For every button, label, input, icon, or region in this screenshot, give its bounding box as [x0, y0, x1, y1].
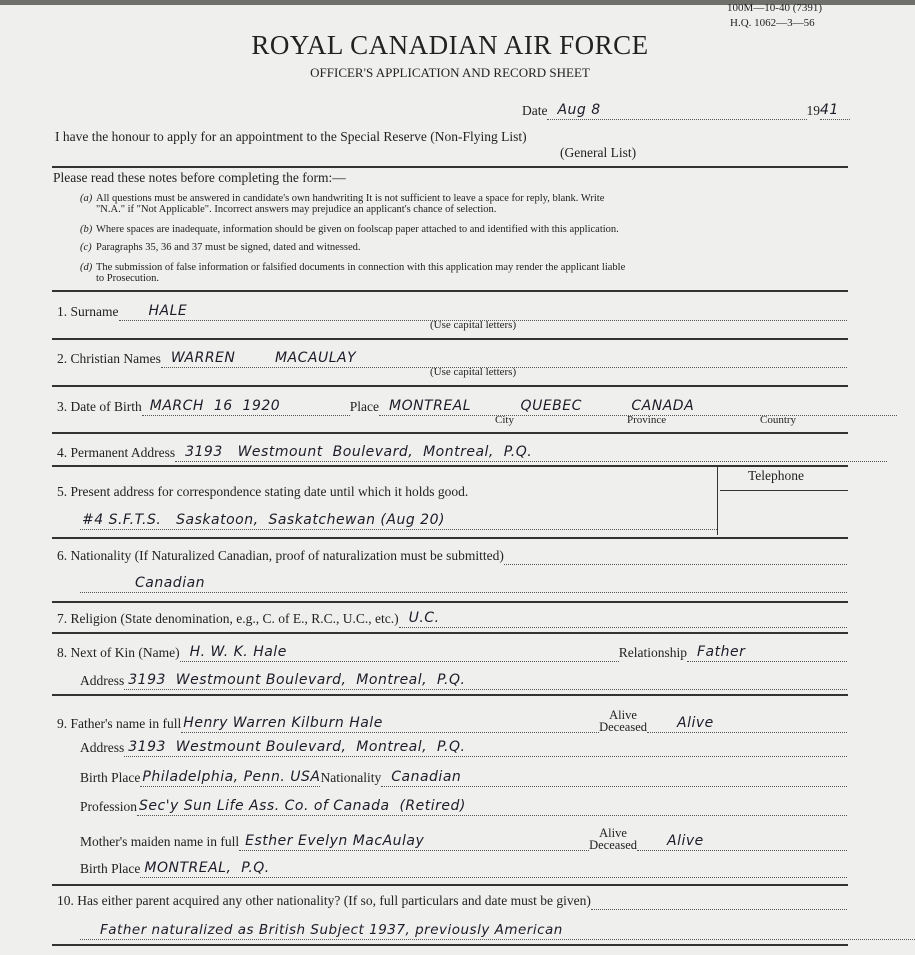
divider [52, 338, 848, 340]
permanent-address-field[interactable]: 4. Permanent Address 3193 Westmount Boulevard, Montreal, P.Q. [57, 443, 887, 462]
application-list: (General List) [560, 145, 637, 160]
place-of-birth-value: MONTREAL QUEBEC CANADA [379, 397, 897, 416]
application-statement: I have the honour to apply for an appointment to the Special Reserve (Non-Flying List) [55, 129, 527, 144]
nationality-answer[interactable] [80, 574, 847, 593]
father-nationality-value: Canadian [381, 768, 847, 787]
father-birthplace-field[interactable]: Birth Place Philadelphia, Penn. USA Nationality Canadian [80, 768, 847, 787]
father-address-value: 3193 Westmount Boulevard, Montreal, P.Q. [124, 738, 847, 757]
relationship-value: Father [687, 643, 847, 662]
note-b: (b) Where spaces are inadequate, information should be given on foolscap paper attached to and identified with this application. [80, 224, 619, 235]
surname-caption: (Use capital letters) [430, 319, 517, 331]
date-year: 41 [820, 101, 850, 120]
father-name-field[interactable]: 9. Father's name in full Henry Warren Kilburn Hale Alive Deceased Alive [57, 709, 847, 733]
divider [52, 537, 848, 539]
religion-value: U.C. [399, 609, 847, 628]
divider [52, 944, 848, 946]
note-d: (d) The submission of false information or falsified documents in connection with this application may render the applicant liable to Prosecution. [80, 262, 626, 284]
notes-heading: Please read these notes before completing the form:— [53, 170, 346, 185]
divider [52, 290, 848, 292]
father-birthplace-value: Philadelphia, Penn. USA [142, 769, 321, 785]
city-caption: City [495, 414, 514, 426]
father-address-field[interactable]: Address 3193 Westmount Boulevard, Montreal, P.Q. [80, 738, 847, 757]
christian-names-field[interactable]: 2. Christian Names WARREN MACAULAY [57, 349, 847, 368]
divider [52, 385, 848, 387]
mother-status-value: Alive [637, 832, 847, 851]
christian-names-value: WARREN MACAULAY [161, 349, 847, 368]
present-address-value: #4 S.F.T.S. Saskatoon, Saskatchewan (Aug 20) [80, 511, 717, 530]
mother-name-value: Esther Evelyn MacAulay [239, 832, 589, 851]
surname-value: HALE [119, 302, 848, 321]
parent-nationality-field: 10. Has either parent acquired any other nationality? (If so, full particulars and date must be given) [57, 891, 847, 910]
father-status-value: Alive [647, 714, 847, 733]
mother-name-field[interactable]: Mother's maiden name in full Esther Evelyn MacAulay Alive Deceased Alive [80, 827, 847, 851]
telephone-field[interactable] [720, 490, 848, 491]
nationality-value: Canadian [80, 574, 847, 593]
divider [52, 632, 848, 634]
date-field[interactable]: Date Aug 8 19 41 [522, 101, 850, 120]
mother-birthplace-value: MONTREAL, P.Q. [140, 859, 847, 878]
next-of-kin-address-value: 3193 Westmount Boulevard, Montreal, P.Q. [124, 671, 847, 690]
date-of-birth-field[interactable]: 3. Date of Birth MARCH 16 1920 Place MONTREAL QUEBEC CANADA [57, 397, 897, 416]
nationality-field: 6. Nationality (If Naturalized Canadian, proof of naturalization must be submitted) [57, 546, 847, 565]
divider [52, 694, 848, 696]
page-subtitle: OFFICER'S APPLICATION AND RECORD SHEET [310, 65, 590, 80]
mother-birthplace-field[interactable]: Birth Place MONTREAL, P.Q. [80, 859, 847, 878]
date-of-birth-value: MARCH 16 1920 [142, 397, 350, 416]
parent-nationality-value: Father naturalized as British Subject 1937, previously American [80, 921, 915, 940]
surname-field[interactable]: 1. Surname HALE [57, 302, 847, 321]
note-a: (a) All questions must be answered in candidate's own handwriting It is not sufficient to leave a space for reply, blank. Write "N.A." if "Not Applicable". Incorrect answers may prejudice an applicant's chance of selection. [80, 193, 605, 215]
page-title: ROYAL CANADIAN AIR FORCE [251, 30, 649, 60]
father-profession-field[interactable]: Profession Sec'y Sun Life Ass. Co. of Canada (Retired) [80, 797, 847, 816]
present-address-field[interactable] [80, 511, 717, 530]
father-name-value: Henry Warren Kilburn Hale [181, 714, 599, 733]
divider [52, 166, 848, 168]
divider [52, 601, 848, 603]
form-code: 100M—10-40 (7391) [727, 2, 823, 14]
country-caption: Country [760, 414, 797, 426]
present-address-label: 5. Present address for correspondence stating date until which it holds good. [57, 484, 469, 499]
next-of-kin-address-field[interactable]: Address 3193 Westmount Boulevard, Montreal, P.Q. [80, 671, 847, 690]
next-of-kin-value: H. W. K. Hale [180, 643, 619, 662]
province-caption: Province [627, 414, 667, 426]
divider [52, 465, 848, 467]
religion-field[interactable]: 7. Religion (State denomination, e.g., C. of E., R.C., U.C., etc.) U.C. [57, 609, 847, 628]
telephone-label: Telephone [748, 468, 805, 483]
date-value: Aug 8 [547, 101, 806, 120]
christian-names-caption: (Use capital letters) [430, 366, 517, 378]
note-c: (c) Paragraphs 35, 36 and 37 must be signed, dated and witnessed. [80, 242, 361, 253]
hq-code: H.Q. 1062—3—56 [730, 17, 815, 29]
telephone-divider [717, 467, 718, 535]
permanent-address-value: 3193 Westmount Boulevard, Montreal, P.Q. [175, 443, 887, 462]
father-profession-value: Sec'y Sun Life Ass. Co. of Canada (Retired) [137, 797, 847, 816]
divider [52, 884, 848, 886]
next-of-kin-field[interactable]: 8. Next of Kin (Name) H. W. K. Hale Relationship Father [57, 643, 847, 662]
parent-nationality-answer[interactable] [80, 921, 915, 940]
divider [52, 432, 848, 434]
